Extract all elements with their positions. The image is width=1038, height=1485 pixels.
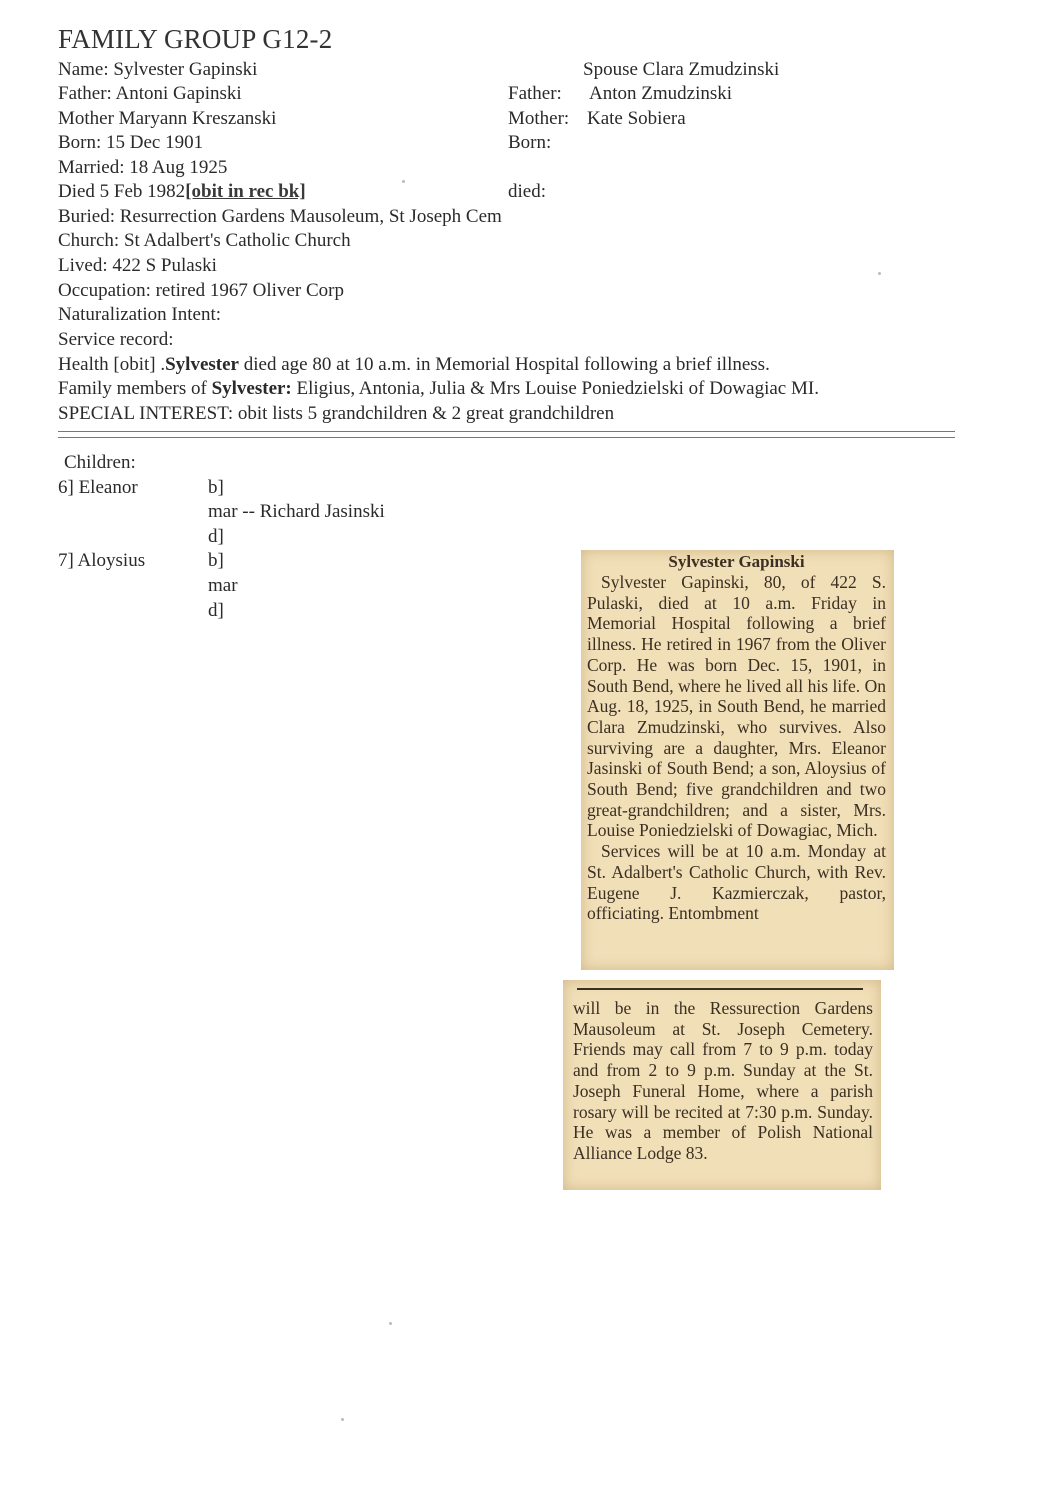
occupation-field: Occupation: retired 1967 Oliver Corp <box>58 280 344 301</box>
child-died: d] <box>208 526 224 547</box>
family-prefix: Family members of <box>58 378 212 399</box>
born-field: Born: 15 Dec 1901 <box>58 132 204 153</box>
spouse-died-field: died: <box>508 181 546 202</box>
lived-field: Lived: 422 S Pulaski <box>58 255 217 276</box>
service-field: Service record: <box>58 329 174 350</box>
scan-speck <box>389 1322 392 1325</box>
church-field: Church: St Adalbert's Catholic Church <box>58 230 351 251</box>
family-line <box>58 377 819 401</box>
child-name: 6] Eleanor <box>58 477 138 498</box>
child-died: d] <box>208 600 224 621</box>
family-text: Eligius, Antonia, Julia & Mrs Louise Poniedzielski of Dowagiac MI. <box>291 378 819 399</box>
scan-speck <box>878 272 881 275</box>
obituary-paragraph: will be in the Ressurection Gardens Mausoleum at St. Joseph Cemetery. Friends may call from 7 to 9 p.m. today and from 2 to 9 p.m. Sunday at the St. Joseph Funeral Home, where a parish rosary will be recited at 7:30 p.m. Sunday. He was a member of Polish National Alliance Lodge 83. <box>573 998 873 1163</box>
obituary-clipping-bottom <box>563 980 881 1190</box>
obituary-clipping-top <box>581 550 894 970</box>
spouse-field: Spouse Clara Zmudzinski <box>583 59 780 80</box>
child-married: mar <box>208 575 238 596</box>
spouse-father-value: Anton Zmudzinski <box>589 83 733 104</box>
page-title: FAMILY GROUP G12-2 <box>58 24 333 54</box>
mother-field: Mother Maryann Kreszanski <box>58 108 277 129</box>
obituary-paragraph: Services will be at 10 a.m. Monday at St. Adalbert's Catholic Church, with Rev. Eugene J. Kazmierczak, pastor, officiating. Entombment <box>587 841 886 924</box>
family-name: Sylvester: <box>211 378 292 399</box>
section-divider <box>58 431 955 438</box>
obit-link[interactable]: [obit in rec bk] <box>185 181 306 202</box>
health-text: died age 80 at 10 a.m. in Memorial Hospital following a brief illness. <box>238 354 770 375</box>
child-born: b] <box>208 477 224 498</box>
spouse-mother-value: Kate Sobiera <box>587 108 686 129</box>
clipping-rule <box>577 988 863 990</box>
died-field <box>58 180 306 204</box>
health-line <box>58 353 770 377</box>
obituary-paragraph: Sylvester Gapinski, 80, of 422 S. Pulaski, died at 10 a.m. Friday in Memorial Hospital following a brief illness. He retired in 1967 from the Oliver Corp. He was born Dec. 15, 1901, in South Bend, where he lived all his life. On Aug. 18, 1925, in South Bend, he married Clara Zmudzinski, who survives. Also surviving are a daughter, Mrs. Eleanor Jasinski of South Bend; a son, Aloysius of South Bend; five grandchildren and two great-grandchildren; and a sister, Mrs. Louise Poniedzielski of Dowagiac, Mich. <box>587 572 886 841</box>
special-interest-line: SPECIAL INTEREST: obit lists 5 grandchildren & 2 great grandchildren <box>58 403 615 424</box>
health-prefix: Health [obit] . <box>58 354 166 375</box>
spouse-born-field: Born: <box>508 132 552 153</box>
scan-speck <box>341 1418 344 1421</box>
health-name: Sylvester <box>165 354 239 375</box>
spouse-father-label: Father: <box>508 83 562 104</box>
name-field: Name: Sylvester Gapinski <box>58 59 258 80</box>
obituary-headline: Sylvester Gapinski <box>668 552 805 571</box>
father-field: Father: Antoni Gapinski <box>58 83 242 104</box>
died-label: Died 5 Feb 1982 <box>58 181 186 202</box>
buried-field: Buried: Resurrection Gardens Mausoleum, St Joseph Cem <box>58 206 502 227</box>
children-label: Children: <box>64 452 136 473</box>
child-born: b] <box>208 550 224 571</box>
married-field: Married: 18 Aug 1925 <box>58 157 228 178</box>
child-married: mar -- Richard Jasinski <box>208 501 385 522</box>
naturalization-field: Naturalization Intent: <box>58 304 222 325</box>
child-name: 7] Aloysius <box>58 550 146 571</box>
scan-speck <box>402 180 405 183</box>
spouse-mother-label: Mother: <box>508 108 570 129</box>
